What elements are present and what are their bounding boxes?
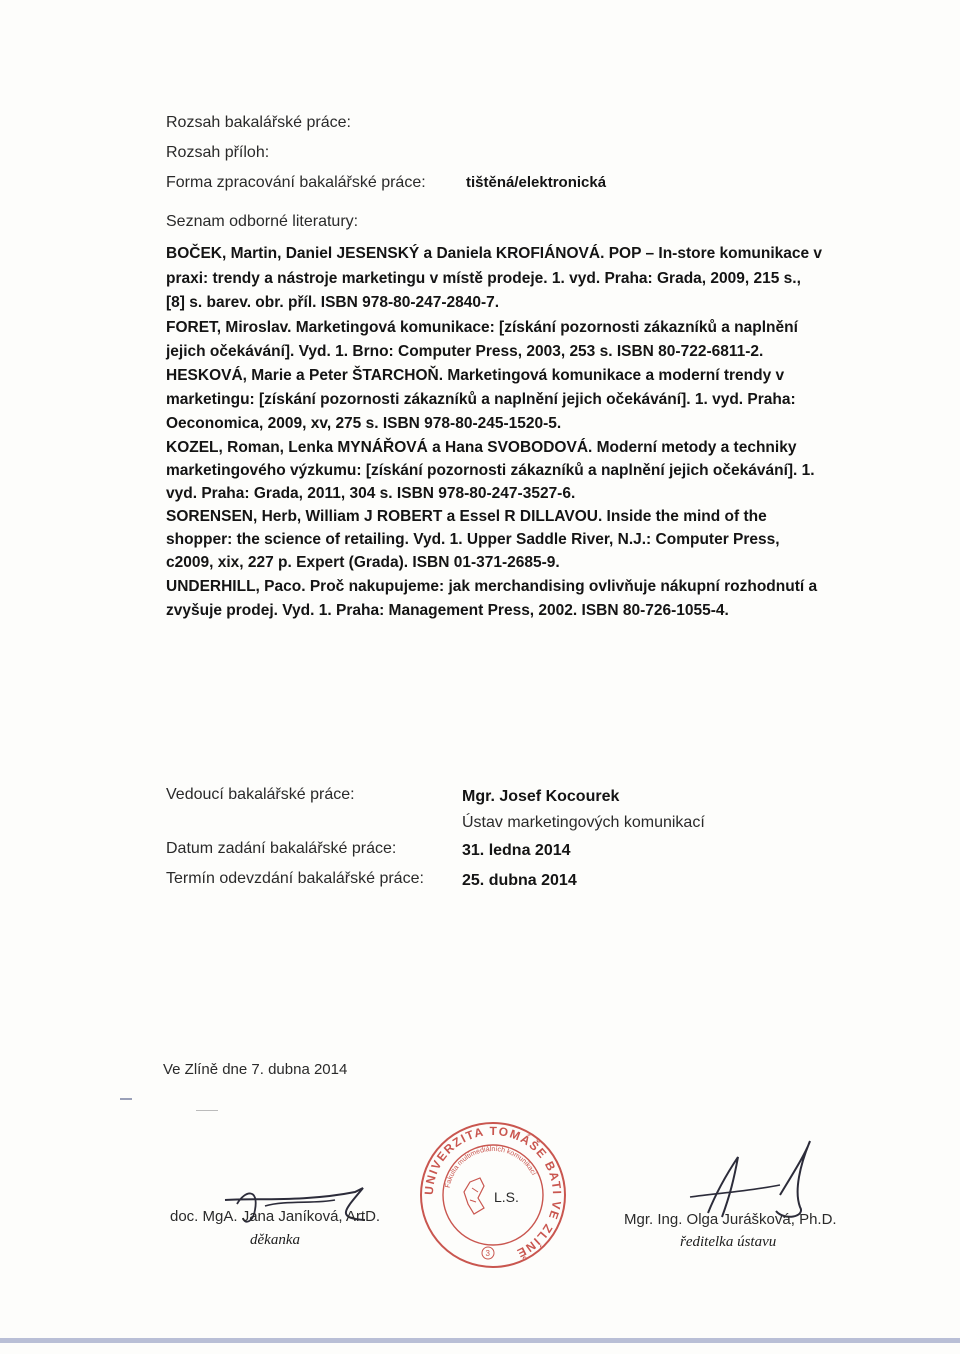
stamp-ls: L.S. [494,1189,519,1205]
literature-line: FORET, Miroslav. Marketingová komunikace: [získání pozornosti zákazníků a naplnění [166,319,798,336]
literature-line: [8] s. barev. obr. příl. ISBN 978-80-247-2840-7. [166,294,500,311]
forma-label: Forma zpracování bakalářské práce: [166,174,426,191]
right-signer-role: ředitelka ústavu [680,1234,777,1250]
university-stamp-icon [418,1120,568,1270]
scan-mark [120,1098,132,1100]
literature-line: marketingového výzkumu: [získání pozornosti zákazníků a naplnění jejich očekávání]. 1. [166,462,815,479]
supervisor-institute: Ústav marketingových komunikací [462,814,705,831]
literature-line: jejich očekávání]. Vyd. 1. Brno: Computer Press, 2003, 253 s. ISBN 80-722-6811-2. [166,343,764,360]
place-date: Ve Zlíně dne 7. dubna 2014 [163,1061,348,1078]
odevzdani-label: Termín odevzdání bakalářské práce: [166,870,424,887]
scan-edge-line [0,1338,960,1343]
stamp-outer-text: UNIVERZITA TOMÁŠE BATI VE ZLÍNĚ [421,1123,565,1261]
literature-line: UNDERHILL, Paco. Proč nakupujeme: jak merchandising ovlivňuje nákupní rozhodnutí a [166,578,818,595]
stamp-number: 3 [485,1249,490,1258]
scan-mark [196,1110,218,1111]
supervisor-name: Mgr. Josef Kocourek [462,788,620,805]
literature-heading: Seznam odborné literatury: [166,213,359,230]
zadani-value: 31. ledna 2014 [462,842,571,859]
supervisor-label: Vedoucí bakalářské práce: [166,786,355,803]
literature-line: c2009, xix, 227 p. Expert (Grada). ISBN 01-371-2685-9. [166,554,560,571]
rozsah-prace-label: Rozsah bakalářské práce: [166,114,351,131]
literature-line: vyd. Praha: Grada, 2011, 304 s. ISBN 978-80-247-3527-6. [166,485,576,502]
zadani-label: Datum zadání bakalářské práce: [166,840,397,857]
left-signer-role: děkanka [250,1232,300,1248]
literature-line: BOČEK, Martin, Daniel JESENSKÝ a Daniela KROFIÁNOVÁ. POP – In-store komunikace v [166,245,823,262]
literature-line: marketingu: [získání pozornosti zákazníků a naplnění jejich očekávání]. 1. vyd. Praha: [166,391,796,408]
forma-value: tištěná/elektronická [466,174,607,191]
odevzdani-value: 25. dubna 2014 [462,872,577,889]
literature-line: KOZEL, Roman, Lenka MYNÁŘOVÁ a Hana SVOBODOVÁ. Moderní metody a techniky [166,439,797,456]
literature-line: praxi: trendy a nástroje marketingu v místě prodeje. 1. vyd. Praha: Grada, 2009, 215 s., [166,270,801,287]
literature-line: zvyšuje prodej. Vyd. 1. Praha: Management Press, 2002. ISBN 80-726-1055-4. [166,602,729,619]
literature-line: shopper: the science of retailing. Vyd. 1. Upper Saddle River, N.J.: Computer Press, [166,531,780,548]
rozsah-priloh-label: Rozsah příloh: [166,144,270,161]
stamp-inner-text: Fakulta multimediálních komunikací [444,1145,538,1189]
literature-line: SORENSEN, Herb, William J ROBERT a Essel R DILLAVOU. Inside the mind of the [166,508,767,525]
literature-line: HESKOVÁ, Marie a Peter ŠTARCHOŇ. Marketingová komunikace a moderní trendy v [166,367,785,384]
right-signer-name: Mgr. Ing. Olga Jurášková, Ph.D. [624,1211,837,1228]
svg-text:Fakulta multimediálních komuni [445,1146,537,1189]
left-signer-name: doc. MgA. Jana Janíková, ArtD. [170,1208,381,1225]
literature-line: Oeconomica, 2009, xv, 275 s. ISBN 978-80-245-1520-5. [166,415,562,432]
